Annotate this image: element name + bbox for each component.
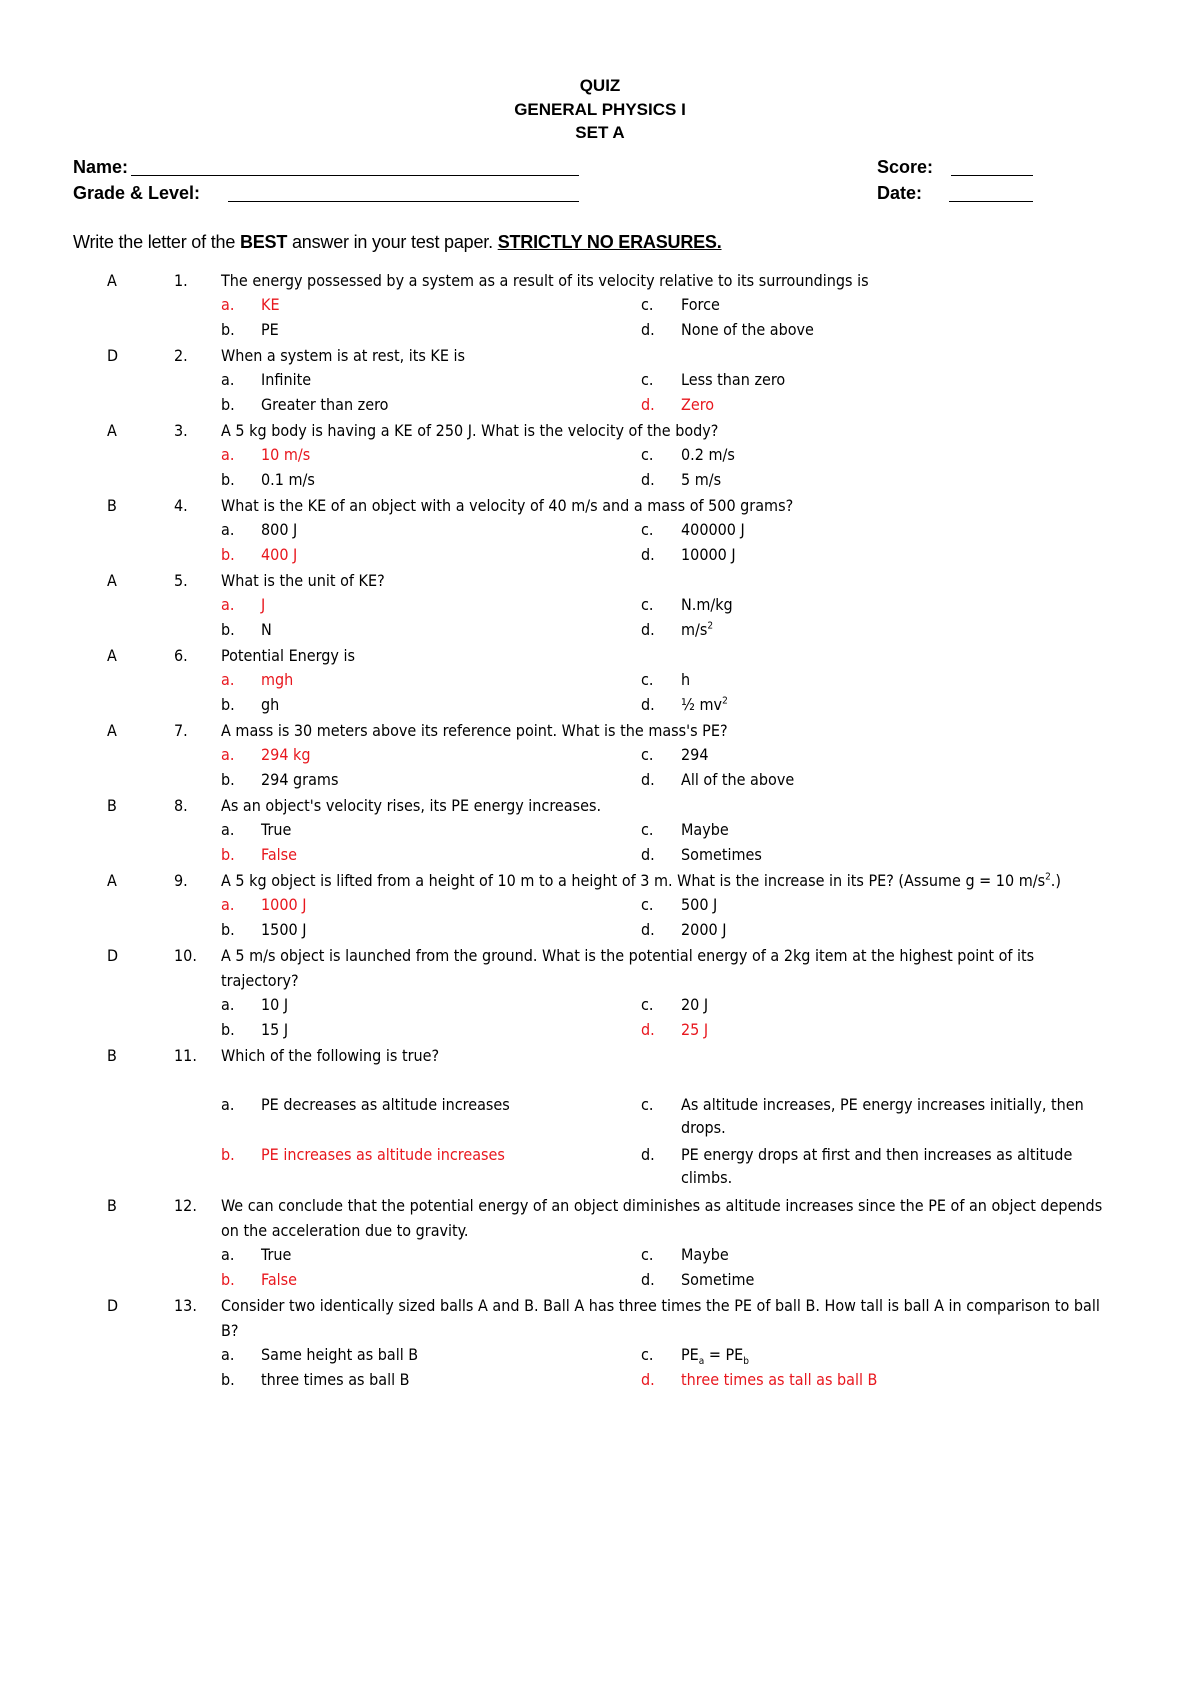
score-label: Score:: [877, 157, 934, 177]
answer-key: A: [107, 571, 117, 590]
score-blank[interactable]: [951, 157, 1033, 176]
question-1: A 1. The energy possessed by a system as a result of its velocity relative to its surroundings is a. KE c. Force b. PE d. None of the above: [0, 268, 1200, 343]
question-number: 2.: [174, 346, 188, 365]
question-number: 9.: [174, 871, 188, 890]
quiz-header: [0, 74, 1200, 145]
answer-key: B: [107, 496, 117, 515]
question-number: 7.: [174, 721, 188, 740]
answer-key: A: [107, 421, 117, 440]
question-stem: Which of the following is true?: [221, 1046, 440, 1065]
answer-key: D: [107, 1296, 119, 1315]
question-number: 3.: [174, 421, 188, 440]
question-stem: As an object's velocity rises, its PE energy increases.: [221, 796, 602, 815]
question-number: 13.: [174, 1296, 197, 1315]
question-stem: Potential Energy is: [221, 646, 356, 665]
question-10: D 10. A 5 m/s object is launched from the ground. What is the potential energy of a 2kg item at the highest point of its trajectory? a. 10 J c. 20 J b. 15 J d. 25 J: [0, 943, 1200, 1043]
question-2: D 2. When a system is at rest, its KE is a. Infinite c. Less than zero b. Greater than zero d. Zero: [0, 343, 1200, 418]
question-stem: We can conclude that the potential energy of an object diminishes as altitude increases since the PE of an object depends on the acceleration due to gravity.: [221, 1196, 1103, 1240]
name-label: Name:: [73, 157, 129, 177]
answer-key: D: [107, 946, 119, 965]
question-11: B 11. Which of the following is true? a. PE decreases as altitude increases c. As altitude increases, PE energy increases initially, then drops. b. PE increases as altitude increases d. PE energy drops at first and then increases as altitude climbs.: [0, 1043, 1200, 1193]
question-stem: What is the unit of KE?: [221, 571, 385, 590]
question-13: D 13. Consider two identically sized balls A and B. Ball A has three times the PE of ball B. How tall is ball A in comparison to ball B? a. Same height as ball B c. $PE_a = PE_b$ b. three times as ball B d. three times as tall as ball B: [0, 1293, 1200, 1393]
question-6: A 6. Potential Energy is a. mgh c. h b. gh d. ½ $mv^2$: [0, 643, 1200, 718]
answer-key: A: [107, 721, 117, 740]
question-7: A 7. A mass is 30 meters above its reference point. What is the mass's PE? a. 294 kg c. 294 b. 294 grams d. All of the above: [0, 718, 1200, 793]
question-8: B 8. As an object's velocity rises, its PE energy increases. a. True c. Maybe b. False d. Sometimes: [0, 793, 1200, 868]
question-number: 6.: [174, 646, 188, 665]
set-title: SET A: [575, 123, 625, 142]
question-9: A 9. A 5 kg object is lifted from a height of 10 m to a height of 3 m. What is the increase in its PE? (Assume g = 10 $m/s^2$.) a. 1000 J c. 500 J b. 1500 J d. 2000 J: [0, 868, 1200, 943]
instructions: Write the letter of the BEST answer in your test paper. STRICTLY NO ERASURES.: [73, 232, 722, 252]
answer-key: B: [107, 796, 117, 815]
question-5: A 5. What is the unit of KE? a. J c. N.m/kg b. N d. $m/s^2$: [0, 568, 1200, 643]
date-blank[interactable]: [949, 183, 1033, 202]
question-stem: A 5 kg body is having a KE of 250 J. What is the velocity of the body?: [221, 421, 719, 440]
question-number: 1.: [174, 271, 188, 290]
question-12: B 12. We can conclude that the potential energy of an object diminishes as altitude increases since the PE of an object depends on the acceleration due to gravity. a. True c. Maybe b. False d. Sometime: [0, 1193, 1200, 1293]
answer-key: A: [107, 646, 117, 665]
answer-key: A: [107, 871, 117, 890]
answer-key: A: [107, 271, 117, 290]
question-number: 10.: [174, 946, 197, 965]
grade-blank[interactable]: [228, 183, 579, 202]
question-number: 8.: [174, 796, 188, 815]
date-label: Date:: [877, 183, 923, 203]
answer-key: B: [107, 1196, 117, 1215]
question-stem: A 5 kg object is lifted from a height of 10 m to a height of 3 m. What is the increase in its PE? (Assume g = 10 $m/s^2$.): [221, 871, 1061, 890]
grade-label: Grade & Level:: [73, 183, 201, 203]
name-blank[interactable]: [131, 157, 579, 176]
question-number: 4.: [174, 496, 188, 515]
question-number: 12.: [174, 1196, 197, 1215]
question-3: A 3. A 5 kg body is having a KE of 250 J. What is the velocity of the body? a. 10 m/s c. 0.2 m/s b. 0.1 m/s d. 5 m/s: [0, 418, 1200, 493]
question-4: B 4. What is the KE of an object with a velocity of 40 m/s and a mass of 500 grams? a. 800 J c. 400000 J b. 400 J d. 10000 J: [0, 493, 1200, 568]
question-stem: A mass is 30 meters above its reference point. What is the mass's PE?: [221, 721, 728, 740]
question-number: 5.: [174, 571, 188, 590]
subject-title: GENERAL PHYSICS I: [514, 99, 686, 119]
question-stem: What is the KE of an object with a velocity of 40 m/s and a mass of 500 grams?: [221, 496, 794, 515]
answer-key: D: [107, 346, 119, 365]
question-list: [0, 268, 1200, 1393]
question-stem: The energy possessed by a system as a result of its velocity relative to its surroundings is: [221, 271, 869, 290]
question-stem: When a system is at rest, its KE is: [221, 346, 466, 365]
question-stem: A 5 m/s object is launched from the ground. What is the potential energy of a 2kg item at the highest point of its trajectory?: [221, 946, 1035, 990]
quiz-title: QUIZ: [579, 76, 621, 95]
question-stem: Consider two identically sized balls A and B. Ball A has three times the PE of ball B. How tall is ball A in comparison to ball B?: [221, 1296, 1100, 1340]
answer-key: B: [107, 1046, 117, 1065]
question-number: 11.: [174, 1046, 197, 1065]
